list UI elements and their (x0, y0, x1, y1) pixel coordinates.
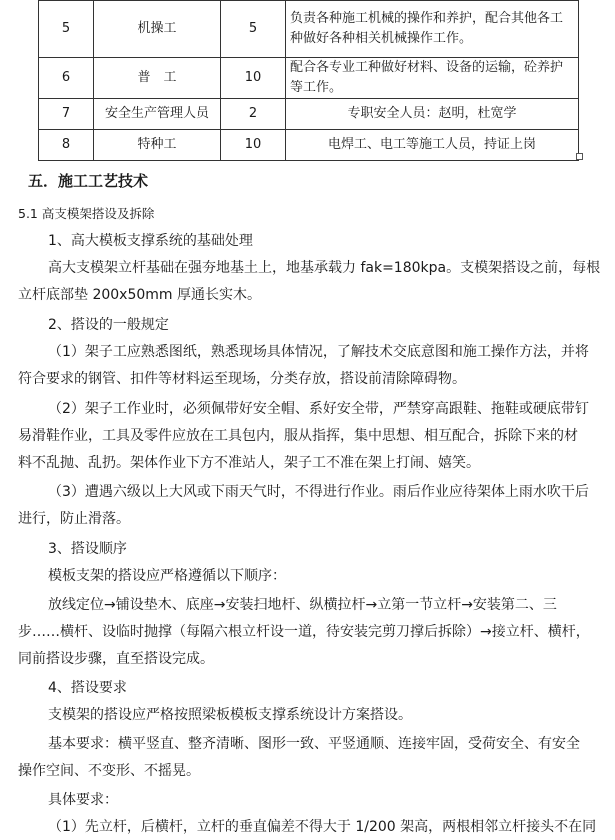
item-heading: 4、搭设要求 (48, 680, 127, 696)
duty-cell: 专职安全人员：赵明，杜宽学 (286, 99, 579, 130)
paragraph-line: 进行，防止滑落。 (18, 511, 130, 527)
table-row (39, 130, 579, 161)
paragraph-line: 料不乱抛、乱扔。架体作业下方不准站人，架子工不准在架上打闹、嬉笑。 (18, 455, 480, 471)
row-number: 5 (39, 1, 94, 58)
item-heading: 3、搭设顺序 (48, 541, 127, 557)
paragraph-line: 具体要求： (48, 792, 118, 808)
duty-cell: 配合各专业工种做好材料、设备的运输，砼养护等工作。 (286, 58, 579, 99)
role-cell: 特种工 (94, 130, 221, 161)
row-number: 7 (39, 99, 94, 130)
paragraph-line: 步……横杆、设临时抛撑（每隔六根立杆设一道，待安装完剪刀撑后拆除）→接立杆、横杆， (18, 624, 590, 640)
duty-cell: 负责各种施工机械的操作和养护，配合其他各工种做好各种相关机械操作工作。 (286, 1, 579, 58)
section-heading: 五．施工工艺技术 (28, 172, 149, 190)
count-cell: 5 (221, 1, 286, 58)
paragraph-line: （1）先立杆，后横杆，立杆的垂直偏差不得大于 1/200 架高，两根相邻立杆接头不在同 (48, 819, 597, 835)
role-cell: 普 工 (94, 58, 221, 99)
paragraph-line: 基本要求：横平竖直、整齐清晰、图形一致、平竖通顺、连接牢固，受荷安全、有安全 (48, 736, 580, 752)
paragraph-line: 支模架的搭设应严格按照梁板模板支撑系统设计方案搭设。 (48, 707, 412, 723)
role-cell: 安全生产管理人员 (94, 99, 221, 130)
paragraph-line: 易滑鞋作业，工具及零件应放在工具包内，服从指挥，集中思想、相互配合，拆除下来的材 (18, 428, 578, 444)
table-row (39, 58, 579, 99)
paragraph-line: （2）架子工作业时，必须佩带好安全帽、系好安全带，严禁穿高跟鞋、拖鞋或硬底带钉 (48, 401, 589, 417)
paragraph-line: 立杆底部垫 200x50mm 厚通长实木。 (18, 287, 261, 303)
count-cell: 2 (221, 99, 286, 130)
table-resize-handle[interactable] (576, 153, 583, 160)
table-row (39, 1, 579, 58)
item-heading: 2、搭设的一般规定 (48, 317, 169, 333)
paragraph-line: 模板支架的搭设应严格遵循以下顺序： (48, 568, 286, 584)
row-number: 8 (39, 130, 94, 161)
paragraph-line: 高大支模架立杆基础在强夯地基土上，地基承载力 fak=180kpa。支模架搭设之前，每根 (48, 260, 601, 276)
item-heading: 1、高大模板支撑系统的基础处理 (48, 233, 253, 249)
count-cell: 10 (221, 58, 286, 99)
row-number: 6 (39, 58, 94, 99)
paragraph-line: 同前搭设步骤，直至搭设完成。 (18, 651, 214, 667)
role-cell: 机操工 (94, 1, 221, 58)
paragraph-line: 符合要求的钢管、扣件等材料运至现场，分类存放，搭设前清除障碍物。 (18, 371, 466, 387)
duty-cell: 电焊工、电工等施工人员，持证上岗 (286, 130, 579, 161)
count-cell: 10 (221, 130, 286, 161)
subsection-heading: 5.1 高支模架搭设及拆除 (18, 206, 155, 221)
paragraph-line: （1）架子工应熟悉图纸，熟悉现场具体情况，了解技术交底意图和施工操作方法，并将 (48, 344, 589, 360)
paragraph-line: 放线定位→铺设垫木、底座→安装扫地杆、纵横拉杆→立第一节立杆→安装第二、三 (48, 597, 557, 613)
paragraph-line: 操作空间、不变形、不摇晃。 (18, 763, 200, 779)
staff-table (38, 0, 579, 161)
table-row (39, 99, 579, 130)
paragraph-line: （3）遭遇六级以上大风或下雨天气时，不得进行作业。雨后作业应待架体上雨水吹干后 (48, 484, 589, 500)
